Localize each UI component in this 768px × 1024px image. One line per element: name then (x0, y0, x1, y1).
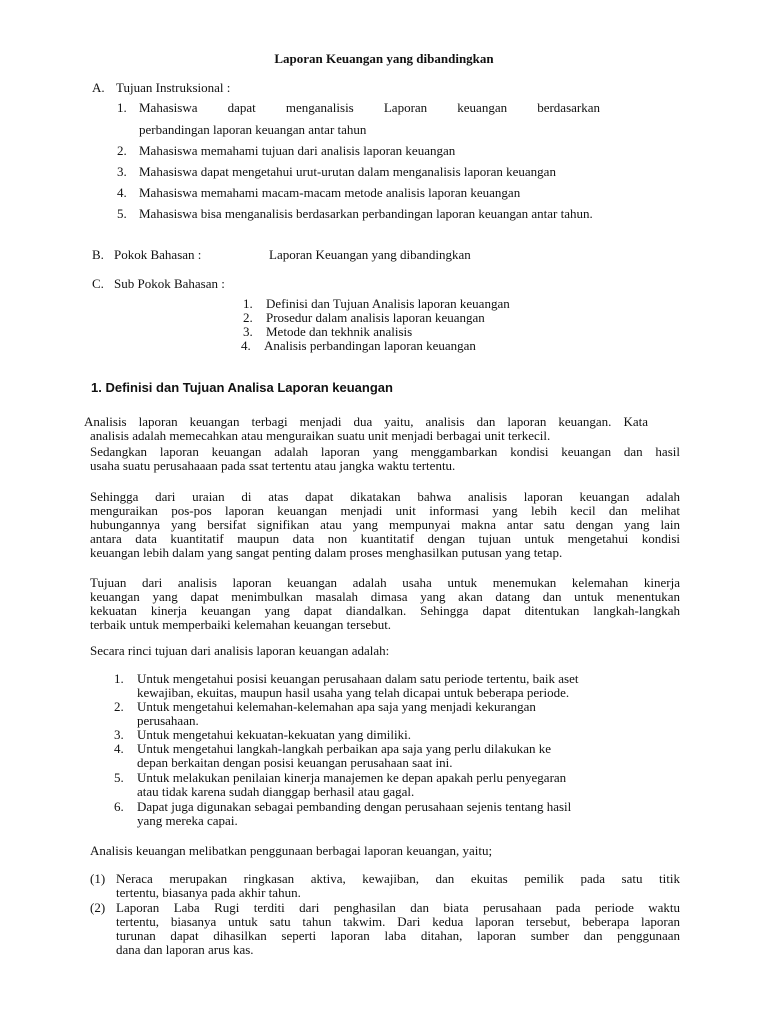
section-b-heading: Pokok Bahasan : (114, 247, 202, 262)
paragraph-line: Analisis laporan keuangan terbagi menjadi dua yaitu, analisis dan laporan keuangan. Kata (84, 414, 648, 429)
paragraph-line: Sedangkan laporan keuangan adalah laporan yang menggambarkan kondisi keuangan dan hasil (90, 444, 680, 459)
list-item-number: 5. (114, 770, 124, 785)
list-item: tertentu, biasanya pada akhir tahun. (116, 885, 301, 900)
list-item-number: 1. (117, 100, 127, 115)
list-item: perusahaan. (137, 713, 199, 728)
section-a-heading: Tujuan Instruksional : (116, 80, 231, 95)
paragraph-line: Sehingga dari uraian di atas dapat dikatakan bahwa analisis laporan keuangan adalah (90, 489, 680, 504)
paragraph-line: usaha suatu perusahaaan pada ssat tertentu atau jangka waktu tertentu. (90, 458, 456, 473)
list-item: Mahasiswa dapat menganalisis Laporan keuangan berdasarkan (139, 100, 600, 115)
list-item: kewajiban, ekuitas, maupun hasil usaha yang telah dicapai untuk beberapa periode. (137, 685, 570, 700)
list-item-number: 1. (114, 671, 124, 686)
list-item: Metode dan tekhnik analisis (266, 324, 413, 339)
list-item: Mahasiswa memahami macam-macam metode analisis laporan keuangan (139, 185, 521, 200)
list-item-number: 3. (114, 727, 124, 742)
list-item: dana dan laporan arus kas. (116, 942, 254, 957)
section-c-label: C. (92, 276, 104, 291)
list-item-number: 2. (243, 310, 253, 325)
paragraph-line: keuangan yang dapat menimbulkan masalah dimasa yang akan datang dan untuk menentukan (90, 589, 680, 604)
paragraph-line: kekuatan kinerja keuangan yang dapat diandalkan. Sehingga dapat ditentukan langkah-langkah (90, 603, 680, 618)
list-item: Analisis perbandingan laporan keuangan (264, 338, 476, 353)
list-item: atau tidak karena sudah dianggap berhasil atau gagal. (137, 784, 415, 799)
list-item: Neraca merupakan ringkasan aktiva, kewajiban, dan ekuitas pemilik pada satu titik (116, 871, 680, 886)
list-item-number: 5. (117, 206, 127, 221)
list-item: Mahasiswa dapat mengetahui urut-urutan dalam menganalisis laporan keuangan (139, 164, 556, 179)
list-item: Untuk mengetahui langkah-langkah perbaikan apa saja yang perlu dilakukan ke (137, 741, 552, 756)
list-item: Definisi dan Tujuan Analisis laporan keuangan (266, 296, 510, 311)
list-item-number: 6. (114, 799, 124, 814)
list-item-number: (1) (90, 871, 106, 886)
list-item: perbandingan laporan keuangan antar tahun (139, 122, 367, 137)
list-item: Laporan Laba Rugi terditi dari penghasilan dan biata perusahaan pada periode waktu (116, 900, 680, 915)
page-title: Laporan Keuangan yang dibandingkan (274, 51, 494, 66)
paragraph-line: Analisis keuangan melibatkan penggunaan berbagai laporan keuangan, yaitu; (90, 843, 493, 858)
list-item: Mahasiswa bisa menganalisis berdasarkan perbandingan laporan keuangan antar tahun. (139, 206, 593, 221)
list-item: yang mereka capai. (137, 813, 238, 828)
list-item-number: 3. (117, 164, 127, 179)
section-b-label: B. (92, 247, 104, 262)
list-item-number: 4. (117, 185, 127, 200)
paragraph-line: antara data kuantitatif maupun data non kuantitatif dengan tujuan untuk mengetahui kondisi (90, 531, 680, 546)
list-item: Untuk mengetahui kelemahan-kelemahan apa saja yang menjadi kekurangan (137, 699, 536, 714)
list-item-number: 3. (243, 324, 253, 339)
section-b-value: Laporan Keuangan yang dibandingkan (269, 247, 471, 262)
list-item: Prosedur dalam analisis laporan keuangan (266, 310, 485, 325)
list-item-number: 2. (114, 699, 124, 714)
list-item: Mahasiswa memahami tujuan dari analisis laporan keuangan (139, 143, 456, 158)
list-item: Untuk melakukan penilaian kinerja manajemen ke depan apakah perlu penyegaran (137, 770, 567, 785)
section-c-heading: Sub Pokok Bahasan : (114, 276, 225, 291)
paragraph-line: Secara rinci tujuan dari analisis laporan keuangan adalah: (90, 643, 390, 658)
paragraph-line: keuangan lebih dalam yang sangat penting dalam proses menghasilkan putusan yang tetap. (90, 545, 563, 560)
paragraph-line: analisis adalah memecahkan atau menguraikan suatu unit menjadi berbagai unit terkecil. (90, 428, 551, 443)
paragraph-line: menguraikan pos-pos laporan keuangan menjadi unit informasi yang lebih kecil dan melihat (90, 503, 680, 518)
list-item-number: 2. (117, 143, 127, 158)
list-item: tertentu, biasanya untuk satu tahun takwim. Dari kedua laporan tersebut, beberapa laporan (116, 914, 680, 929)
paragraph-line: Tujuan dari analisis laporan keuangan adalah usaha untuk menemukan kelemahan kinerja (90, 575, 680, 590)
list-item: depan berkaitan dengan posisi keuangan perusahaan saat ini. (137, 755, 453, 770)
section-1-heading: 1. Definisi dan Tujuan Analisa Laporan keuangan (91, 380, 393, 395)
paragraph-line: hubungannya yang bersifat signifikan atau yang mempunyai makna antar satu dengan yang lain (90, 517, 680, 532)
list-item: turunan dapat dihasilkan seperti laporan laba ditahan, laporan sumber dan penggunaan (116, 928, 680, 943)
paragraph-line: terbaik untuk memperbaiki kelemahan keuangan tersebut. (90, 617, 392, 632)
section-a-label: A. (92, 80, 105, 95)
list-item: Dapat juga digunakan sebagai pembanding dengan perusahaan sejenis tentang hasil (137, 799, 572, 814)
list-item-number: (2) (90, 900, 106, 915)
list-item: Untuk mengetahui kekuatan-kekuatan yang dimiliki. (137, 727, 412, 742)
list-item-number: 4. (241, 338, 251, 353)
list-item: Untuk mengetahui posisi keuangan perusahaan dalam satu periode tertentu, baik aset (137, 671, 579, 686)
list-item-number: 4. (114, 741, 124, 756)
list-item-number: 1. (243, 296, 253, 311)
